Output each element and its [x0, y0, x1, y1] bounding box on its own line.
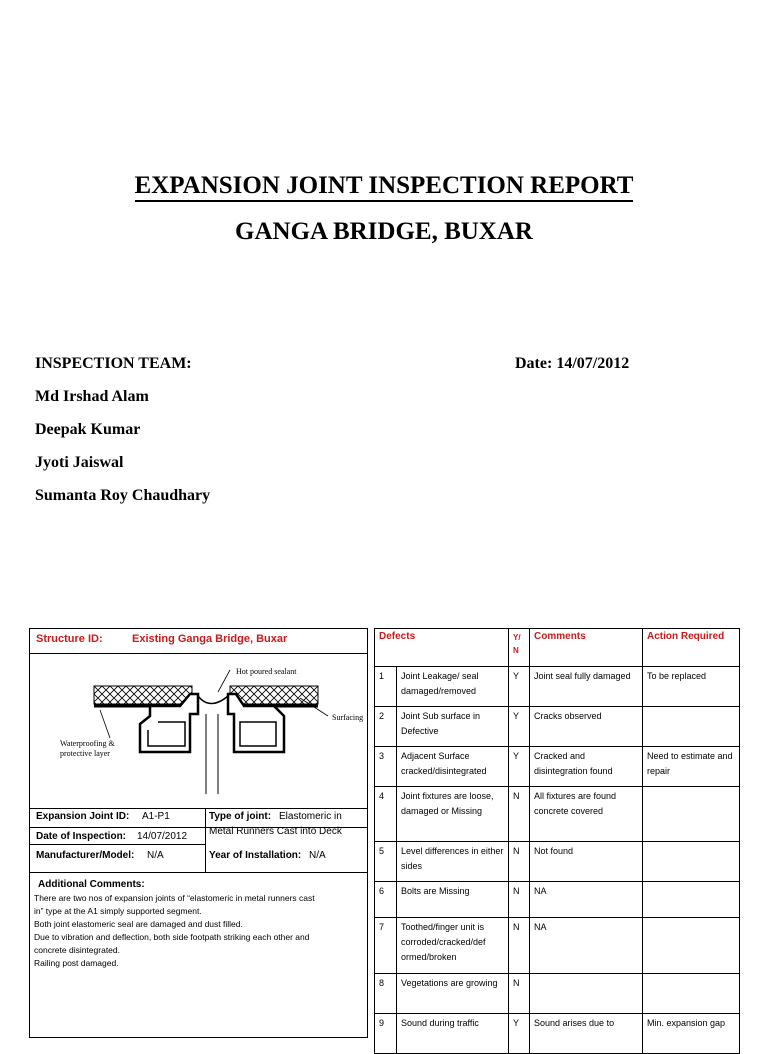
- action-cell: Min. expansion gap: [643, 1014, 740, 1054]
- comment-cell: Joint seal fully damaged: [530, 667, 643, 707]
- comment-cell: NA: [530, 882, 643, 918]
- defect-cell: Bolts are Missing: [397, 882, 509, 918]
- action-cell: To be replaced: [643, 667, 740, 707]
- comment-line: Railing post damaged.: [34, 958, 119, 968]
- comment-cell: [530, 974, 643, 1014]
- inspection-date-label: Date of Inspection:: [36, 831, 127, 842]
- additional-comments-heading: Additional Comments:: [38, 879, 145, 890]
- divider: [30, 872, 367, 873]
- comment-line: Both joint elastomeric seal are damaged and dust filled.: [34, 919, 243, 929]
- defects-header: Defects: [375, 629, 509, 667]
- yn-cell: Y: [509, 707, 530, 747]
- yn-cell: Y: [509, 667, 530, 707]
- defect-cell: Joint fixtures are loose, damaged or Missing: [397, 787, 509, 842]
- structure-id-label: Structure ID:: [36, 633, 103, 645]
- divider: [205, 808, 206, 872]
- action-cell: [643, 787, 740, 842]
- yn-cell: N: [509, 842, 530, 882]
- report-subtitle: GANGA BRIDGE, BUXAR: [235, 218, 533, 245]
- installation-year-label: Year of Installation:: [209, 850, 302, 861]
- defect-cell: Joint Leakage/ seal damaged/removed: [397, 667, 509, 707]
- joint-details-box: [29, 628, 368, 1038]
- comment-cell: Not found: [530, 842, 643, 882]
- table-row: [375, 747, 740, 787]
- comments-header: Comments: [530, 629, 643, 667]
- yn-cell: Y: [509, 747, 530, 787]
- divider: [30, 844, 205, 845]
- defect-cell: Joint Sub surface in Defective: [397, 707, 509, 747]
- comment-line: in” type at the A1 simply supported segment.: [34, 906, 202, 916]
- comment-cell: Sound arises due to: [530, 1014, 643, 1054]
- row-number: 3: [375, 747, 397, 787]
- joint-type-value: Elastomeric in: [279, 811, 342, 822]
- report-date: Date: 14/07/2012: [515, 355, 630, 372]
- report-title: EXPANSION JOINT INSPECTION REPORT: [0, 172, 768, 200]
- action-cell: [643, 974, 740, 1014]
- joint-id-value: A1-P1: [142, 811, 170, 822]
- inspection-date-value: 14/07/2012: [137, 831, 188, 842]
- manufacturer-value: N/A: [147, 850, 164, 861]
- action-cell: [643, 882, 740, 918]
- comment-cell: All fixtures are found concrete covered: [530, 787, 643, 842]
- manufacturer-label: Manufacturer/Model:: [36, 850, 135, 861]
- yn-cell: Y: [509, 1014, 530, 1054]
- yn-header: Y/ N: [509, 629, 530, 667]
- label-waterproofing: Waterproofing &: [60, 739, 115, 748]
- table-row: [375, 842, 740, 882]
- row-number: 5: [375, 842, 397, 882]
- table-row: [375, 974, 740, 1014]
- action-cell: [643, 842, 740, 882]
- structure-id-row: [30, 629, 367, 654]
- action-cell: [643, 707, 740, 747]
- row-number: 6: [375, 882, 397, 918]
- team-member: Deepak Kumar: [35, 421, 141, 438]
- action-cell: Need to estimate and repair: [643, 747, 740, 787]
- team-member: Md Irshad Alam: [35, 388, 149, 405]
- joint-diagram: [30, 654, 367, 809]
- table-row: [375, 707, 740, 747]
- defect-cell: Sound during traffic: [397, 1014, 509, 1054]
- row-number: 9: [375, 1014, 397, 1054]
- row-number: 8: [375, 974, 397, 1014]
- joint-id-label: Expansion Joint ID:: [36, 811, 130, 822]
- table-row: [375, 918, 740, 974]
- defects-table: [374, 628, 740, 1054]
- comment-line: concrete disintegrated.: [34, 945, 120, 955]
- structure-id-value: Existing Ganga Bridge, Buxar: [132, 633, 288, 645]
- yn-cell: N: [509, 974, 530, 1014]
- table-row: [375, 1014, 740, 1054]
- joint-cross-section-figure: [30, 654, 367, 808]
- team-member: Sumanta Roy Chaudhary: [35, 487, 211, 504]
- row-number: 1: [375, 667, 397, 707]
- yn-cell: N: [509, 882, 530, 918]
- comment-cell: Cracks observed: [530, 707, 643, 747]
- defect-cell: Adjacent Surface cracked/disintegrated: [397, 747, 509, 787]
- table-header-row: [375, 629, 740, 667]
- yn-cell: N: [509, 787, 530, 842]
- action-header: Action Required: [643, 629, 740, 667]
- table-row: [375, 787, 740, 842]
- row-number: 2: [375, 707, 397, 747]
- comment-line: Due to vibration and deflection, both side footpath striking each other and: [34, 932, 310, 942]
- row-number: 7: [375, 918, 397, 974]
- comment-line: There are two nos of expansion joints of “elastomeric in metal runners cast: [34, 893, 315, 903]
- defect-cell: Vegetations are growing: [397, 974, 509, 1014]
- table-row: [375, 667, 740, 707]
- team-heading: INSPECTION TEAM:: [35, 355, 192, 372]
- installation-year-value: N/A: [309, 850, 326, 861]
- comment-cell: Cracked and disintegration found: [530, 747, 643, 787]
- joint-type-value-cont: Metal Runners Cast into Deck: [209, 826, 342, 837]
- comment-cell: NA: [530, 918, 643, 974]
- label-hot-poured-sealant: Hot poured sealant: [236, 667, 297, 676]
- label-protective-layer: protective layer: [60, 749, 110, 758]
- defect-cell: Toothed/finger unit is corroded/cracked/def ormed/broken: [397, 918, 509, 974]
- action-cell: [643, 918, 740, 974]
- defect-cell: Level differences in either sides: [397, 842, 509, 882]
- additional-comments-body: [34, 892, 366, 970]
- row-number: 4: [375, 787, 397, 842]
- label-surfacing: Surfacing: [332, 713, 364, 722]
- team-member: Jyoti Jaiswal: [35, 454, 124, 471]
- yn-cell: N: [509, 918, 530, 974]
- table-row: [375, 882, 740, 918]
- joint-type-label: Type of joint:: [209, 811, 272, 822]
